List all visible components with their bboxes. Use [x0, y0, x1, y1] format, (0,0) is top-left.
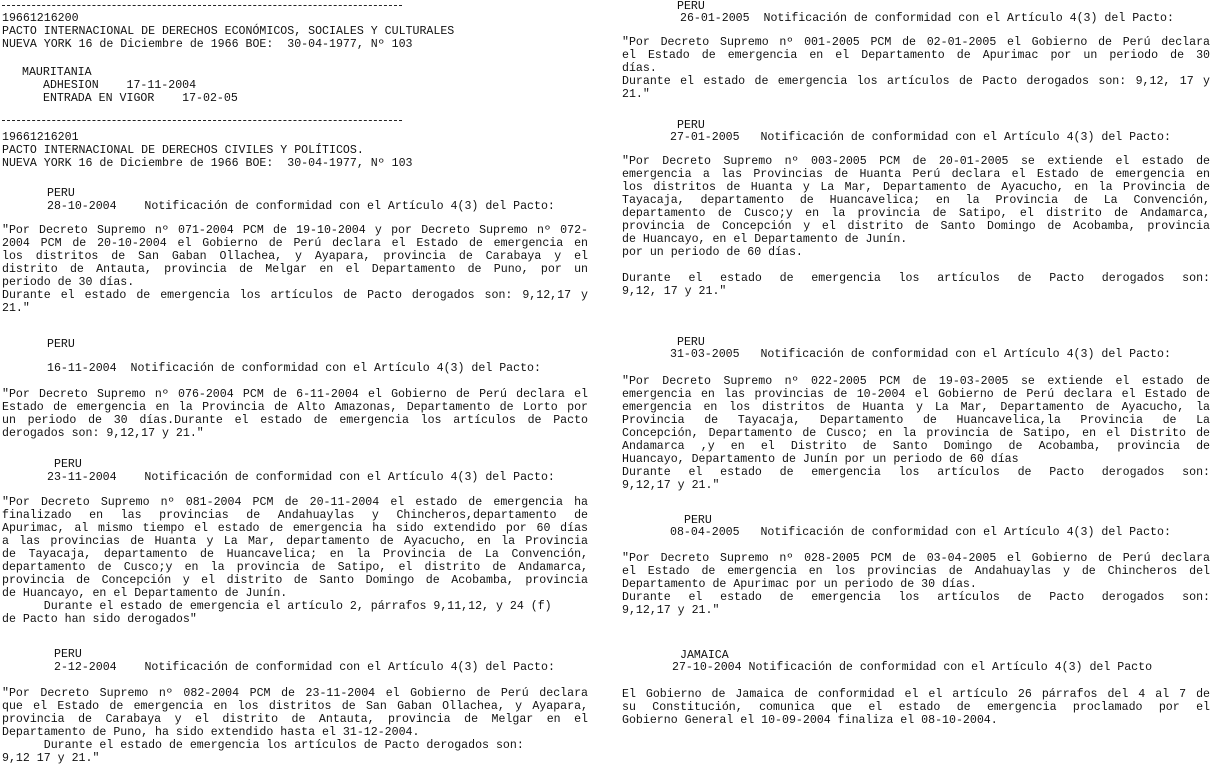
body-line: 21." [2, 302, 30, 315]
notification-header: 23-11-2004 Notificación de conformidad con el Artículo 4(3) del Pacto: [47, 471, 555, 484]
treaty-number: 19661216200 [2, 12, 79, 25]
country-name: PERU [677, 336, 705, 349]
treaty-boe: NUEVA YORK 16 de Diciembre de 1966 BOE: 30-04-1977, Nº 103 [2, 157, 413, 170]
notification-body [622, 155, 1210, 298]
body-line: Durante el estado de emergencia el artículo 2, párrafos 9,11,12, y 24 (f) [2, 600, 552, 613]
body-line: 9,12,17 y 21." [622, 604, 720, 617]
notification-header: 16-11-2004 Notificación de conformidad con el Artículo 4(3) del Pacto: [47, 362, 541, 375]
notification-body [622, 552, 1210, 617]
body-line: "Por Decreto Supremo nº 081-2004 PCM de 20-11-2004 el estado de emergencia ha [2, 496, 588, 509]
body-line: "Por Decreto Supremo nº 022-2005 PCM de 19-03-2005 se extiende el estado de [622, 375, 1210, 388]
body-line: Durante el estado de emergencia los artículos de Pacto derogados son: [2, 739, 524, 752]
body-line: departamento de Cusco;y en la provincia de Satipo, el distrito de Andamarca, [622, 207, 1210, 220]
body-line: "Por Decreto Supremo nº 001-2005 PCM de 02-01-2005 el Gobierno de Perú declara [622, 36, 1210, 49]
body-line: Durante el estado de emergencia los artículos de Pacto derogados son: 9,12, 17 y [622, 75, 1210, 88]
body-line: distrito de Antauta, provincia de Melgar en el Departamento de Puno, por un [2, 263, 588, 276]
body-line: Durante el estado de emergencia los artículos de Pacto derogados son: [622, 466, 1210, 479]
body-line: "Por Decreto Supremo nº 082-2004 PCM de 23-11-2004 el Gobierno de Perú declara [2, 687, 588, 700]
body-line: "Por Decreto Supremo nº 076-2004 PCM de 6-11-2004 el Gobierno de Perú declara el [2, 388, 588, 401]
body-line: de Huancayo, en el Departamento de Junín. [622, 233, 908, 246]
body-line: departamento de Cusco;y en la provincia de Satipo, el distrito de Andamarca, [2, 561, 588, 574]
country-name: PERU [54, 648, 82, 661]
body-line: por un periodo de 60 días. [622, 246, 803, 259]
separator-line [2, 5, 402, 6]
body-line: Concepción, Departamento de Cusco; en la provincia de Satipo, en el Distrito de [622, 427, 1210, 440]
body-line: "Por Decreto Supremo nº 071-2004 PCM de 19-10-2004 y por Decreto Supremo nº 072- [2, 224, 588, 237]
body-line: Andamarca ,y en el Distrito de Santo Domingo de Acobamba, provincia de [622, 440, 1210, 453]
body-line: 21." [622, 88, 650, 101]
country-name: JAMAICA [680, 649, 729, 662]
country-name: PERU [677, 119, 705, 132]
body-line: 9,12 17 y 21." [2, 752, 100, 765]
country-name: PERU [54, 458, 82, 471]
body-line: Departamento de Puno, ha sido extendido hasta el 31-12-2004. [2, 726, 420, 739]
entry-into-force: ENTRADA EN VIGOR 17-02-05 [43, 92, 238, 105]
body-line: de Tayacaja, departamento de Huancavelica; en la Provincia de La Convención, [2, 548, 588, 561]
body-line: que el Estado de emergencia en los distritos de San Gaban Ollachea, y Ayapara, [2, 700, 588, 713]
body-line: 2004 PCM de 20-10-2004 el Gobierno de Perú declara el Estado de emergencia en [2, 237, 588, 250]
body-line: Tayacaja, departamento de Huancavelica; en la Provincia de La Convención, [622, 194, 1210, 207]
body-line: días. [622, 62, 657, 75]
notification-header: 2-12-2004 Notificación de conformidad con el Artículo 4(3) del Pacto: [54, 661, 555, 674]
body-line: Gobierno General el 10-09-2004 finaliza el 08-10-2004. [622, 714, 998, 727]
notification-body [2, 388, 588, 440]
treaty-number: 19661216201 [2, 131, 79, 144]
notification-body [2, 496, 588, 626]
body-line: "Por Decreto Supremo nº 028-2005 PCM de 03-04-2005 el Gobierno de Perú declara [622, 552, 1210, 565]
body-line: los distritos de San Gaban Ollachea, y Ayapara, provincia de Carabaya y el [2, 250, 588, 263]
notification-header: 26-01-2005 Notificación de conformidad con el Artículo 4(3) del Pacto: [680, 12, 1174, 25]
treaty-boe: NUEVA YORK 16 de Diciembre de 1966 BOE: 30-04-1977, Nº 103 [2, 38, 413, 51]
notification-body [622, 375, 1210, 492]
body-line: emergencia a las Provincias de Huanta Perú declara el Estado de emergencia en [622, 168, 1210, 181]
country-name: PERU [684, 514, 712, 527]
treaty-title: PACTO INTERNACIONAL DE DERECHOS CIVILES Y POLÍTICOS. [2, 144, 364, 157]
body-line: su Constitución, comunica que el estado de emergencia proclamado por el [622, 701, 1210, 714]
notification-body [2, 687, 588, 765]
body-line: emergencia en las provincias de 10-2004 el Gobierno de Perú declara el Estado de [622, 388, 1210, 401]
country-name: PERU [47, 187, 75, 200]
notification-header: 27-10-2004 Notificación de conformidad con el Artículo 4(3) del Pacto [672, 661, 1153, 674]
body-line: Departamento de Apurimac por un periodo de 30 días. [622, 578, 977, 591]
body-line: periodo de 30 días. [2, 276, 135, 289]
body-line: Durante el estado de emergencia los artículos de Pacto derogados son: 9,12,17 y [2, 289, 588, 302]
body-line: finalizado en las provincias de Andahuaylas y Chincheros,departamento de [2, 509, 588, 522]
body-line: emergencia en los distritos de Huanta y La Mar, Departamento de Ayacucho, la [622, 401, 1210, 414]
notification-header: 27-01-2005 Notificación de conformidad con el Artículo 4(3) del Pacto: [670, 131, 1171, 144]
body-line: provincia de Concepción y el distrito de Santo Domingo de Acobamba, provincia [2, 574, 588, 587]
notification-body [622, 688, 1210, 727]
body-line: los distritos de Huanta y La Mar, Departamento de Ayacucho, en la Provincia de [622, 181, 1210, 194]
body-line: el Estado de emergencia en el Departamento de Apurimac por un periodo de 30 [622, 49, 1210, 62]
notification-body [622, 36, 1210, 101]
country-name: PERU [677, 0, 705, 13]
body-line: a las provincias de Huanta y La Mar, departamento de Ayacucho, en la Provincia [2, 535, 588, 548]
body-line: El Gobierno de Jamaica de conformidad el el artículo 26 párrafos del 4 al 7 de [622, 688, 1210, 701]
treaty-title: PACTO INTERNACIONAL DE DERECHOS ECONÓMICOS, SOCIALES Y CULTURALES [2, 25, 455, 38]
notification-header: 28-10-2004 Notificación de conformidad con el Artículo 4(3) del Pacto: [47, 200, 555, 213]
notification-header: 08-04-2005 Notificación de conformidad con el Artículo 4(3) del Pacto: [670, 526, 1171, 539]
separator-line [2, 120, 402, 121]
body-line: el Estado de emergencia en los provincias de Andahuaylas y de Chincheros del [622, 565, 1210, 578]
adhesion-date: ADHESION 17-11-2004 [43, 79, 197, 92]
body-line: derogados son: 9,12,17 y 21." [2, 427, 204, 440]
body-line: Durante el estado de emergencia los artículos de Pacto derogados son: [622, 272, 1210, 285]
notification-body [2, 224, 588, 315]
body-line: "Por Decreto Supremo nº 003-2005 PCM de 20-01-2005 se extiende el estado de [622, 155, 1210, 168]
body-line: Durante el estado de emergencia los artículos de Pacto derogados son: [622, 591, 1210, 604]
body-line: Apurimac, al mismo tiempo el estado de emergencia ha sido extendido por 60 días [2, 522, 588, 535]
body-line: 9,12,17 y 21." [622, 479, 720, 492]
body-line: Estado de emergencia en la Provincia de Alto Amazonas, Departamento de Lorto por [2, 401, 588, 414]
country-name: PERU [47, 338, 75, 351]
body-line: de Pacto han sido derogados" [2, 613, 197, 626]
body-line: provincia de Concepción y el distrito de Santo Domingo de Acobamba, provincia [622, 220, 1210, 233]
body-line: provincia de Carabaya y el distrito de Antauta, provincia de Melgar en el [2, 713, 588, 726]
notification-header: 31-03-2005 Notificación de conformidad con el Artículo 4(3) del Pacto: [670, 348, 1171, 361]
body-line: Huancayo, Departamento de Junín por un periodo de 60 días [622, 453, 1019, 466]
body-line: un periodo de 30 días.Durante el estado de emergencia los artículos de Pacto [2, 414, 588, 427]
body-line: de Huancayo, en el Departamento de Junín. [2, 587, 288, 600]
party-name: MAURITANIA [22, 66, 92, 79]
body-line: Provincia de Tayacaja, Departamento de Huancavelica,la Provincia de La [622, 414, 1210, 427]
body-line: 9,12, 17 y 21." [622, 285, 727, 298]
